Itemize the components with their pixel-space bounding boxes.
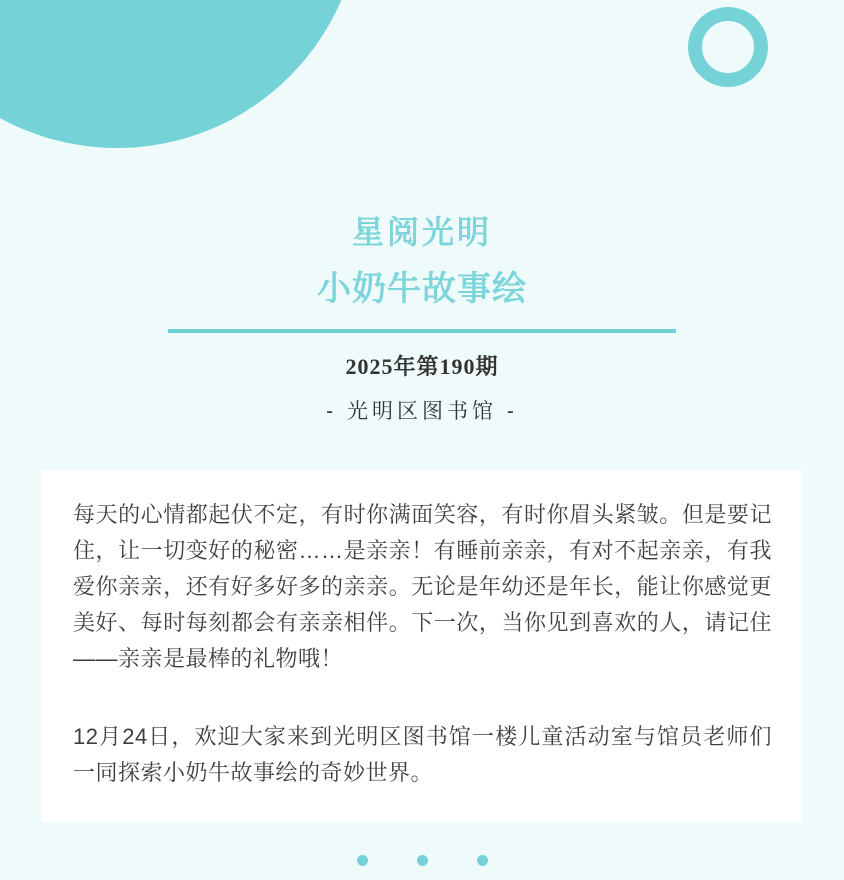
page-title: 星阅光明 bbox=[351, 214, 492, 250]
pagination-dot bbox=[417, 855, 428, 866]
content-card bbox=[41, 470, 802, 822]
pagination-dots bbox=[0, 855, 844, 866]
pagination-dot bbox=[477, 855, 488, 866]
event-paragraph: 12月24日，欢迎大家来到光明区图书馆一楼儿童活动室与馆员老师们一同探索小奶牛故事绘的奇妙世界。 bbox=[73, 724, 772, 785]
issue-number: 2025年第190期 bbox=[345, 354, 499, 379]
header bbox=[0, 0, 844, 424]
intro-paragraph: 每天的心情都起伏不定，有时你满面笑容，有时你眉头紧皱。但是要记住，让一切变好的秘密……是亲亲！有睡前亲亲，有对不起亲亲，有我爱你亲亲，还有好多好多的亲亲。无论是年幼还是年长，能让你感觉更美好、每时每刻都会有亲亲相伴。下一次，当你见到喜欢的人，请记住——亲亲是最棒的礼物哦！ bbox=[73, 502, 772, 671]
pagination-dot bbox=[357, 855, 368, 866]
organization-name: - 光明区图书馆 - bbox=[326, 400, 518, 423]
title-divider bbox=[168, 329, 676, 333]
page-subtitle: 小奶牛故事绘 bbox=[317, 270, 527, 308]
